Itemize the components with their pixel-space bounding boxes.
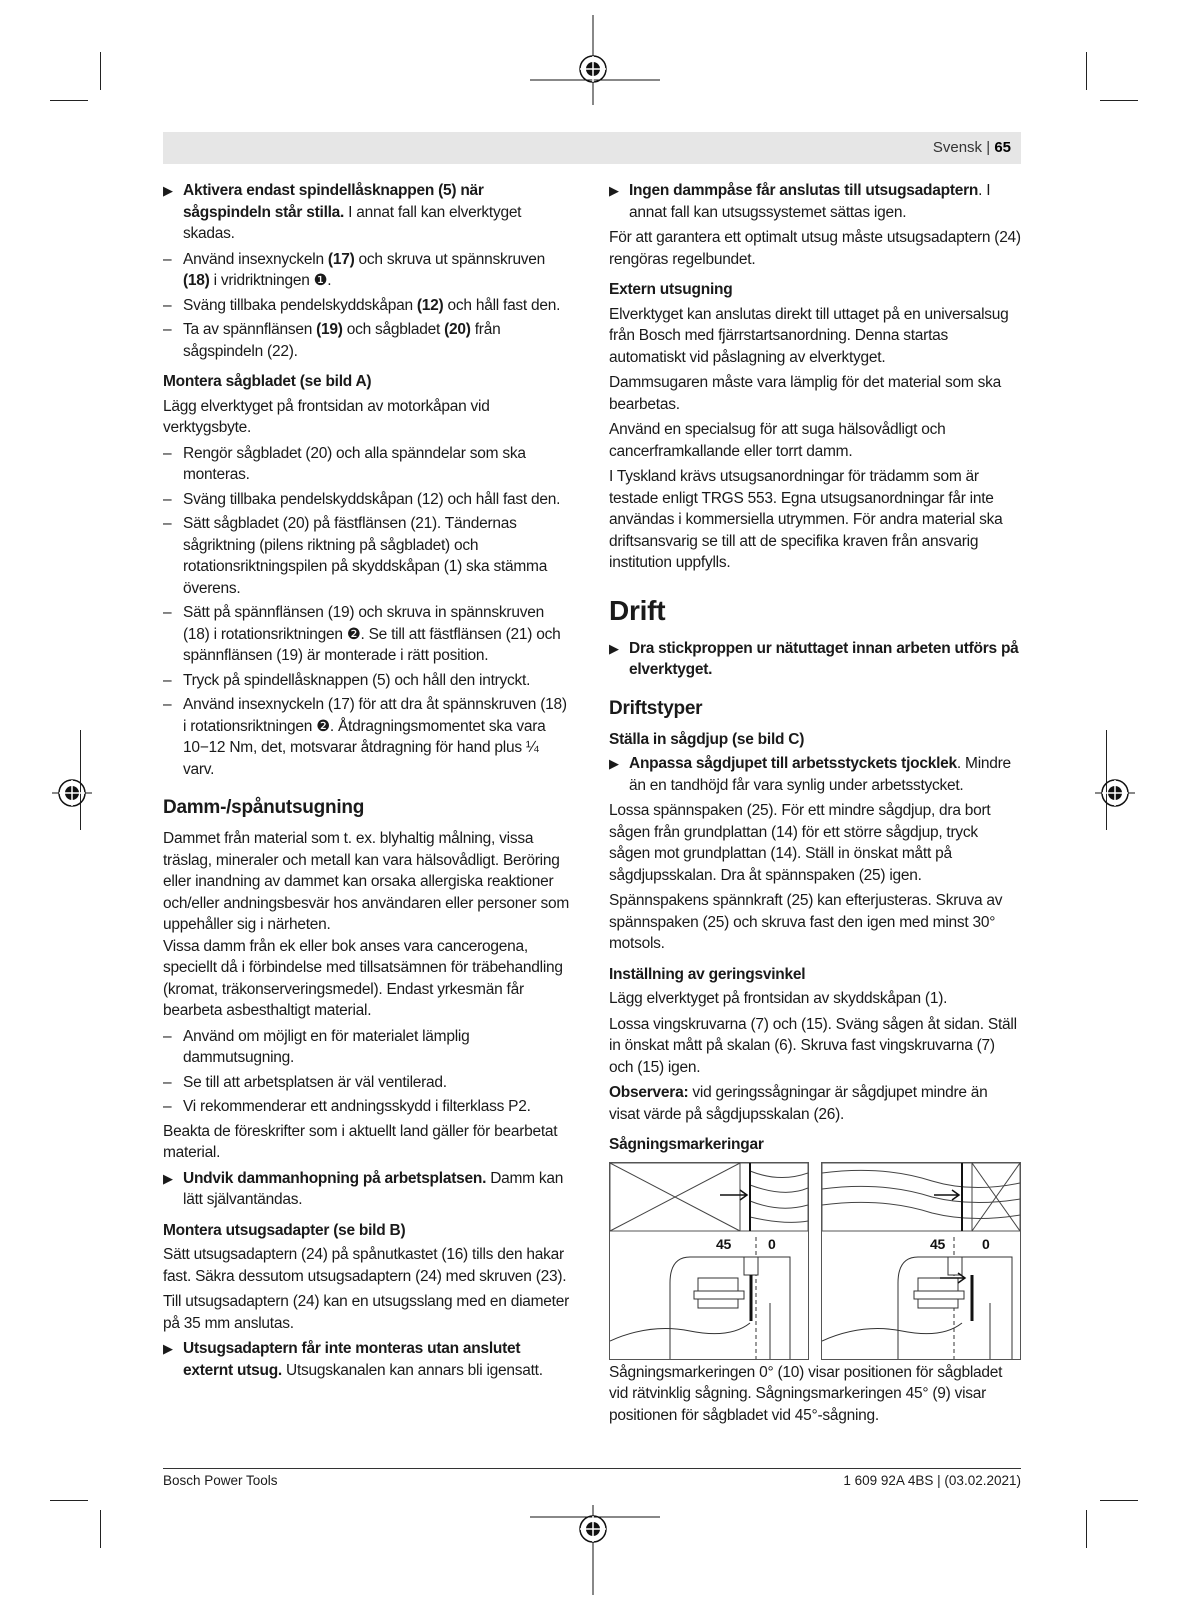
footer-divider — [163, 1468, 1021, 1469]
list-item: – Sätt på spännflänsen (19) och skruva in spännskruven (18) i rotationsriktningen ❷. Se till att fästflänsen (21) och spännflänsen (19) är monterade i rätt position. — [163, 602, 573, 667]
warning-text: . I annat fall kan utsugssystemet sättas igen. — [629, 182, 991, 221]
cutting-marks-figures — [609, 1162, 1021, 1360]
section-heading-operation-modes: Driftstyper — [609, 697, 703, 719]
ref-number: (18) — [183, 272, 210, 289]
warning-text: Utsugskanalen kan annars bli igensatt. — [281, 1361, 543, 1379]
warning-dust-buildup — [163, 1168, 573, 1211]
warning-bold: Anpassa sågdjupet till arbetsstyckets tjocklek — [629, 755, 957, 772]
list-text: från sågspindeln (22). — [183, 321, 501, 360]
warning-text: Damm kan lätt självantändas. — [183, 1169, 564, 1208]
crop-mark — [50, 1500, 88, 1501]
warning-bold: Ingen dammpåse får anslutas till utsugsadaptern — [629, 182, 979, 199]
warning-text: I annat fall kan elverktyget skadas. — [183, 203, 522, 242]
saw-diagram-45-icon — [822, 1163, 1020, 1359]
page-header-text — [933, 139, 1011, 156]
label-0: 0 — [982, 1235, 990, 1252]
warning-depth — [609, 753, 1021, 796]
paragraph: Spännspakens spännkraft (25) kan efterjusteras. Skruva av spännspaken (25) och skruva fast den igen med minst 30° motsols. — [609, 892, 1003, 952]
registration-mark-icon — [530, 1505, 660, 1595]
paragraph: Beakta de föreskrifter som i aktuellt land gäller för bearbetat material. — [163, 1122, 558, 1161]
ref-number: (19) — [316, 321, 343, 338]
list-text: och skruva ut spännskruven — [354, 250, 546, 268]
label-0: 0 — [768, 1235, 776, 1252]
figure-caption: Sågningsmarkeringen 0° (10) visar positionen för sågbladet vid rätvinklig sågning. Sågningsmarkeringen 45° (9) visar positionen för sågbladet vid 45°-sågning. — [609, 1363, 1003, 1424]
registration-mark-icon — [530, 15, 660, 105]
subheading-external-extraction: Extern utsugning — [609, 281, 733, 298]
paragraph: Dammsugaren måste vara lämplig för det material som ska bearbetas. — [609, 374, 1001, 413]
paragraph: Lossa vingskruvarna (7) och (15). Sväng sågen åt sidan. Ställ in önskat mått på skalan (6). Skruva fast vingskruvarna (7) och (15) igen. — [609, 1015, 1017, 1076]
crop-mark — [1086, 52, 1087, 90]
warning-adapter — [163, 1338, 573, 1381]
list-item: – Använd insexnyckeln (17) för att dra åt spännskruven (18) i rotationsriktningen ❷. Åtdragningsmomentet ska vara 10−12 Nm, det, motsvarar åtdragning för hand plus ¼ varv. — [163, 694, 573, 780]
paragraph: Dammet från material som t. ex. blyhaltig målning, vissa träslag, mineraler och metall kan vara hälsovådligt. Beröring eller inandning av dammet kan orsaka allergiska reaktioner och/eller andningsbesvär hos användaren eller personer som uppehåller sig i närheten. — [163, 830, 569, 933]
saw-diagram-0-icon — [610, 1163, 808, 1359]
list-text: i vridriktningen ❶. — [209, 272, 332, 289]
paragraph: Vissa damm från ek eller bok anses vara cancerogena, speciellt då i förbindelse med tillsatsämnen för träbehandling (kromat, träkonserveringsmedel). Endast yrkesmän får bearbeta asbesthaltigt material. — [163, 937, 563, 1019]
list-text: Ta av spännflänsen — [183, 321, 317, 338]
warning-bold: Utsugsadaptern får inte monteras utan anslutet externt utsug. — [183, 1340, 521, 1379]
list-item: – Sätt sågbladet (20) på fästflänsen (21). Tändernas sågriktning (pilens riktning på sågbladet) och rotationsriktningspilen på skyddskåpan (1) ska stämma överens. — [163, 513, 573, 599]
page-number: 65 — [994, 139, 1011, 156]
list-item: – Tryck på spindellåsknappen (5) och håll den intryckt. — [163, 670, 573, 692]
list-text: Sväng tillbaka pendelskyddskåpan — [183, 296, 417, 314]
note-text: vid geringssågningar är sågdjupet mindre än visat värde på sågdjupsskalan (26). — [609, 1084, 988, 1123]
section-heading-operation: Drift — [609, 594, 666, 626]
subheading-adapter: Montera utsugsadapter (se bild B) — [163, 1221, 406, 1239]
crop-mark — [100, 52, 101, 90]
paragraph: Lossa spännspaken (25). För ett mindre sågdjup, dra bort sågen från grundplattan (14) för ett större sågdjup, tryck sågen mot grundplattan (14). Ställ in önskat mått på sågdjupsskalan. Dra åt spännspaken (25) igen. — [609, 802, 991, 884]
footer-brand: Bosch Power Tools — [163, 1473, 278, 1488]
page-header — [163, 132, 1021, 164]
warning-bold: Aktivera endast spindellåsknappen (5) när sågspindeln står stilla. — [183, 182, 484, 221]
registration-mark-icon — [52, 773, 92, 813]
crop-mark — [1086, 1510, 1087, 1548]
warning-bold: Dra stickproppen ur nätuttaget innan arbeten utförs på elverktyget. — [629, 639, 1019, 678]
warning-spindle-lock — [163, 180, 573, 245]
subheading-cutting-marks: Sågningsmarkeringar — [609, 1136, 764, 1153]
warning-text: . Mindre än en tandhöjd får vara synlig under arbetsstycket. — [629, 755, 1011, 794]
subheading-mitre: Inställning av geringsvinkel — [609, 965, 806, 983]
left-column — [163, 180, 573, 1385]
subheading-mount-blade: Montera sågbladet (se bild A) — [163, 373, 372, 390]
note — [609, 1082, 1021, 1125]
footer-doc-id: 1 609 92A 4BS | (03.02.2021) — [843, 1473, 1021, 1488]
crop-mark — [1100, 1500, 1138, 1501]
paragraph: Till utsugsadaptern (24) kan en utsugsslang med en diameter på 35 mm anslutas. — [163, 1293, 569, 1332]
registration-mark-icon — [1095, 773, 1135, 813]
subheading-depth: Ställa in sågdjup (se bild C) — [609, 730, 805, 748]
ref-number: (17) — [327, 250, 355, 268]
crop-mark — [100, 1510, 101, 1548]
note-bold: Observera: — [609, 1084, 689, 1101]
warning-dust-bag — [609, 180, 1021, 223]
list-item — [163, 249, 573, 292]
paragraph: Sätt utsugsadaptern (24) på spånutkastet (16) tills den hakar fast. Säkra dessutom utsugsadaptern (24) med skruven (23). — [163, 1246, 567, 1285]
crop-mark — [50, 100, 88, 101]
paragraph: Lägg elverktyget på frontsidan av skyddskåpan (1). — [609, 990, 948, 1007]
crop-mark — [1100, 100, 1138, 101]
header-language: Svensk — [932, 139, 983, 156]
list-item — [163, 295, 573, 317]
warning-bold: Undvik dammanhopning på arbetsplatsen. — [183, 1169, 487, 1187]
list-text: och sågbladet — [342, 321, 445, 338]
list-item: – Vi rekommenderar ett andningsskydd i filterklass P2. — [163, 1096, 573, 1118]
label-45: 45 — [930, 1235, 946, 1252]
paragraph: Lägg elverktyget på frontsidan av motorkåpan vid verktygsbyte. — [163, 397, 490, 436]
list-text: Använd insexnyckeln — [183, 250, 328, 268]
list-item: – Använd om möjligt en för materialet lämplig dammutsugning. — [163, 1026, 573, 1069]
ref-number: (20) — [444, 321, 471, 338]
label-45: 45 — [716, 1235, 732, 1252]
list-item — [163, 319, 573, 362]
list-item: – Se till att arbetsplatsen är väl ventilerad. — [163, 1072, 573, 1094]
right-column — [609, 180, 1021, 1430]
paragraph: Använd en specialsug för att suga hälsovådligt och cancerframkallande eller torrt damm. — [609, 421, 946, 460]
paragraph: För att garantera ett optimalt utsug måste utsugsadaptern (24) rengöras regelbundet. — [609, 229, 1021, 268]
list-text: och håll fast den. — [443, 296, 561, 314]
list-item: – Rengör sågbladet (20) och alla spänndelar som ska monteras. — [163, 443, 573, 486]
paragraph: Elverktyget kan anslutas direkt till uttaget på en universalsug från Bosch med fjärrstartsanordning. Denna startas automatiskt vid påslagning av elverktyget. — [609, 305, 1009, 366]
section-heading-dust: Damm-/spånutsugning — [163, 797, 365, 818]
warning-unplug — [609, 638, 1021, 681]
header-separator: | — [986, 139, 991, 156]
ref-number: (12) — [416, 296, 444, 314]
paragraph: I Tyskland krävs utsugsanordningar för trädamm som är testade enligt TRGS 553. Egna utsugsanordningar får inte användas i kommersiella utrymmen. För andra material ska driftsansvarig se till att de specifika kraven från ansvarig institution uppfylls. — [609, 468, 1003, 571]
list-item: – Sväng tillbaka pendelskyddskåpan (12) och håll fast den. — [163, 489, 573, 511]
figure-cutting-mark-0 — [609, 1162, 809, 1360]
figure-cutting-mark-45 — [821, 1162, 1021, 1360]
